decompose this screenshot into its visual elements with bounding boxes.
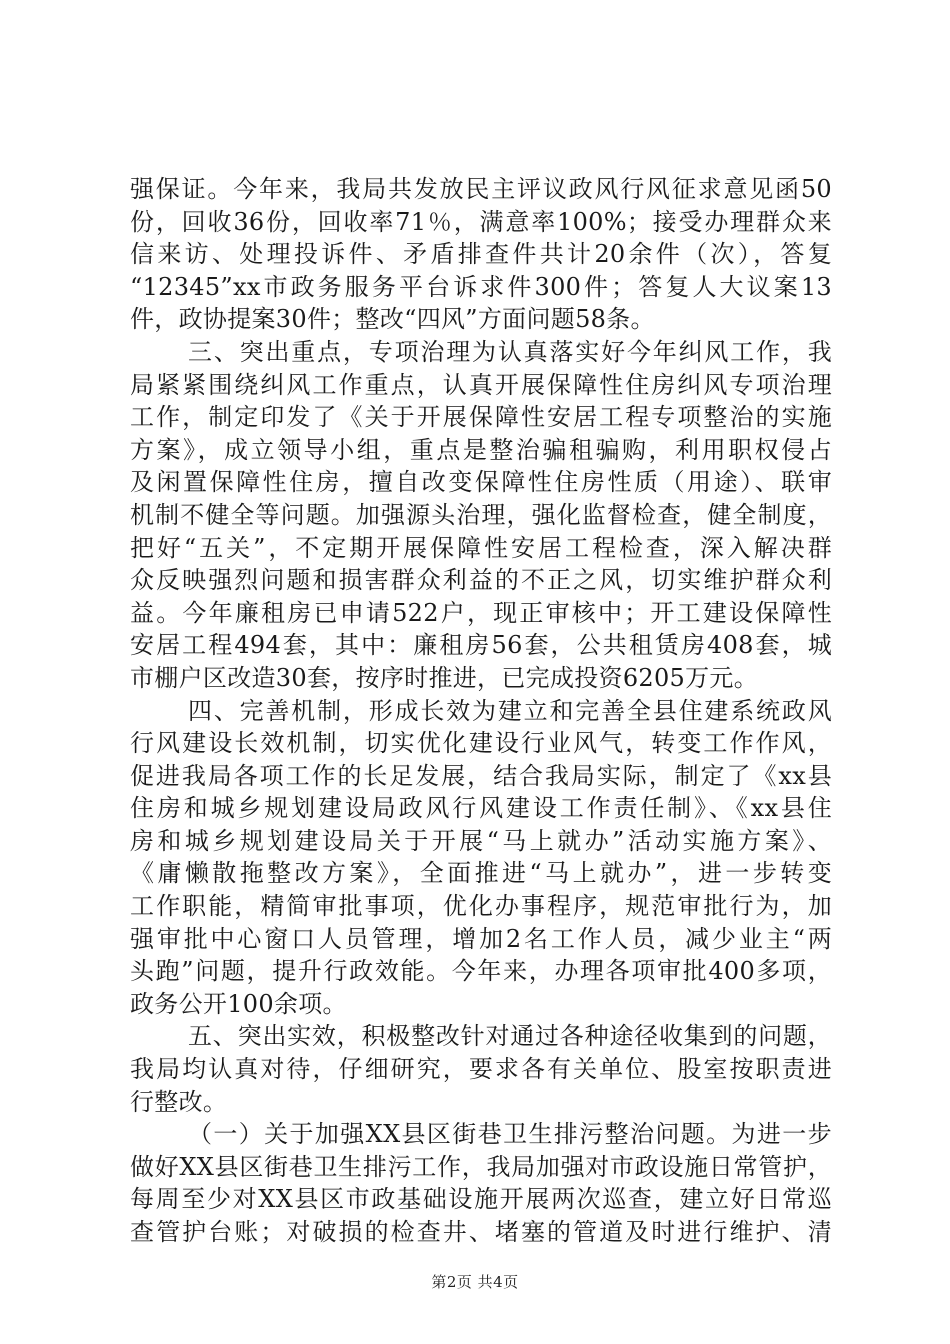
page-number-footer: 第2页 共4页 (431, 1273, 519, 1291)
text-line: 住房和城乡规划建设局政风行风建设工作责任制》、《xx县住 (130, 794, 832, 823)
text-line: 政务公开100余项。 (130, 989, 347, 1018)
text-line: 行风建设长效机制，切实优化建设行业风气，转变工作作风， (130, 729, 832, 758)
text-line: 强审批中心窗口人员管理，增加2名工作人员，减少业主“两 (130, 924, 832, 953)
text-line: 《庸懒散拖整改方案》，全面推进“马上就办”，进一步转变 (130, 859, 832, 888)
text-line: 房和城乡规划建设局关于开展“马上就办”活动实施方案》、 (130, 826, 832, 855)
text-line: 益。今年廉租房已申请522户，现正审核中；开工建设保障性 (130, 598, 832, 627)
text-line: 头跑”问题，提升行政效能。今年来，办理各项审批400多项， (130, 957, 832, 986)
text-line: 四、完善机制，形成长效为建立和完善全县住建系统政风 (188, 696, 832, 725)
text-line: 查管护台账；对破损的检查井、堵塞的管道及时进行维护、清 (130, 1218, 832, 1246)
text-line: 机制不健全等问题。加强源头治理，强化监督检查，健全制度， (130, 500, 832, 529)
text-line: 局紧紧围绕纠风工作重点，认真开展保障性住房纠风专项治理 (130, 370, 832, 399)
text-line: “12345”xx市政务服务平台诉求件300件；答复人大议案13 (130, 272, 832, 301)
text-line: 强保证。今年来，我局共发放民主评议政风行风征求意见函50 (130, 175, 832, 203)
text-line: 把好“五关”，不定期开展保障性安居工程检查，深入解决群 (130, 533, 832, 562)
text-line: （一）关于加强XX县区街巷卫生排污整治问题。为进一步 (188, 1120, 832, 1149)
text-line: 做好XX县区街巷卫生排污工作，我局加强对市政设施日常管护， (130, 1152, 832, 1181)
text-line: 每周至少对XX县区市政基础设施开展两次巡查，建立好日常巡 (130, 1185, 832, 1214)
text-line: 行整改。 (130, 1087, 228, 1116)
text-line: 众反映强烈问题和损害群众利益的不正之风，切实维护群众利 (130, 566, 832, 595)
text-line: 件，政协提案30件；整改“四风”方面问题58条。 (130, 305, 655, 334)
text-line: 促进我局各项工作的长足发展，结合我局实际，制定了《xx县 (130, 761, 832, 790)
text-line: 市棚户区改造30套，按序时推进，已完成投资6205万元。 (130, 663, 759, 692)
text-line: 份，回收36份，回收率71％，满意率100%；接受办理群众来 (130, 207, 832, 236)
text-line: 安居工程494套，其中：廉租房56套，公共租赁房408套，城 (130, 631, 832, 660)
text-line: 三、突出重点，专项治理为认真落实好今年纠风工作，我 (188, 337, 832, 366)
text-line: 我局均认真对待，仔细研究，要求各有关单位、股室按职责进 (130, 1055, 832, 1084)
text-line: 工作职能，精简审批事项，优化办事程序，规范审批行为，加 (130, 892, 832, 921)
text-line: 五、突出实效，积极整改针对通过各种途径收集到的问题， (188, 1022, 832, 1051)
text-line: 方案》，成立领导小组，重点是整治骗租骗购，利用职权侵占 (130, 435, 832, 464)
text-line: 及闲置保障性住房，擅自改变保障性住房性质（用途）、联审 (130, 468, 832, 497)
text-line: 信来访、处理投诉件、矛盾排查件共计20余件（次），答复 (130, 240, 832, 269)
document-body (130, 173, 832, 1249)
text-line: 工作，制定印发了《关于开展保障性安居工程专项整治的实施 (130, 403, 832, 432)
